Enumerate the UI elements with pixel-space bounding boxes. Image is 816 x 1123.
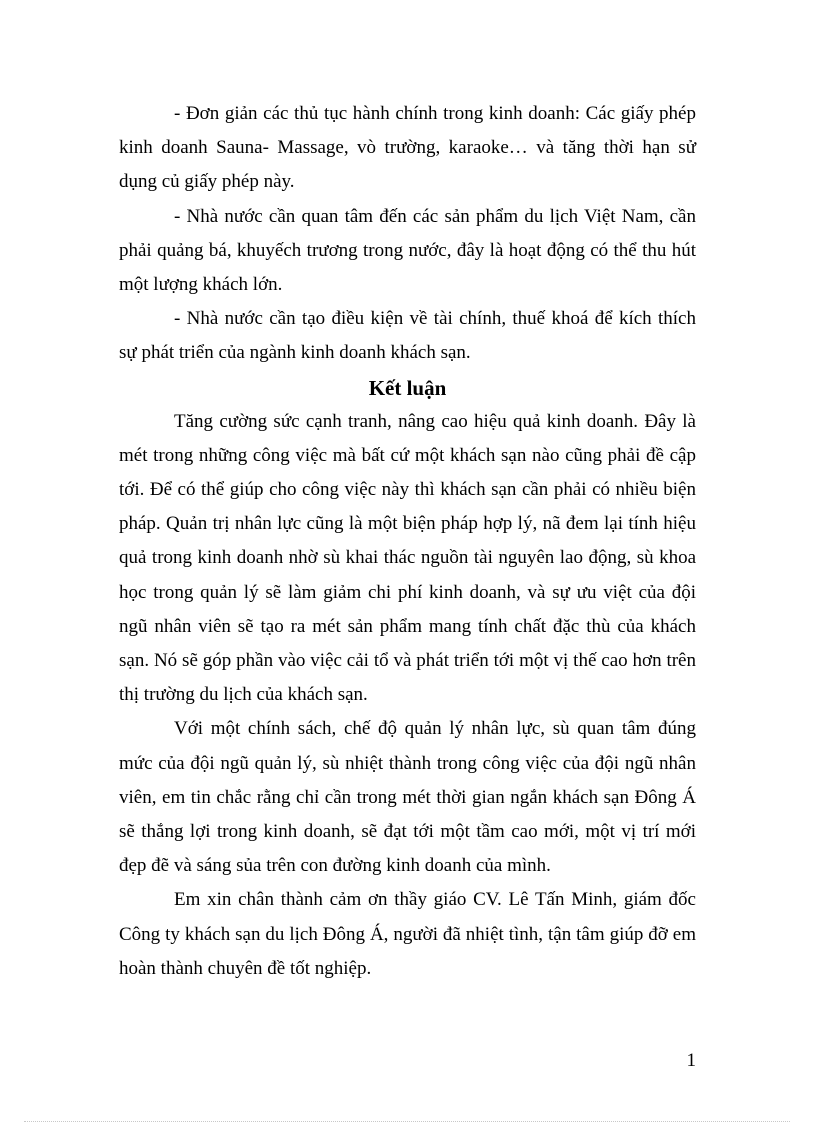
section-heading-conclusion: Kết luận (368, 375, 447, 400)
paragraph-finance-tax: - Nhà nước cần tạo điều kiện về tài chính, thuế khoá để kích thích sự phát triển của ngành kinh doanh khách sạn. (119, 308, 696, 364)
page-content (119, 97, 696, 986)
page-number: 1 (686, 1050, 696, 1071)
paragraph-conclusion-1: Tăng cường sức cạnh tranh, nâng cao hiệu quả kinh doanh. Đây là mét trong những công việc mà bất cứ một khách sạn nào cũng phải đề cập tới. Để có thể giúp cho công việc này thì khách sạn cần phải có nhiều biện pháp. Quản trị nhân lực cũng là một biện pháp hợp lý, nã đem lại tính hiệu quả trong kinh doanh nhờ sù khai thác nguồn tài nguyên lao động, sù khoa học trong quản lý sẽ làm giảm chi phí kinh doanh, và sự ưu việt của đội ngũ nhân viên sẽ tạo ra mét sản phẩm mang tính chất đặc thù của khách sạn. Nó sẽ góp phần vào việc cải tổ và phát triển tới một vị thế cao hơn trên thị trường du lịch của khách sạn. (119, 410, 696, 706)
paragraph-conclusion-2: Với một chính sách, chế độ quản lý nhân lực, sù quan tâm đúng mức của đội ngũ quản lý, sù nhiệt thành trong công việc của đội ngũ nhân viên, em tin chắc rằng chỉ cần trong mét thời gian ngắn khách sạn Đông Á sẽ thắng lợi trong kinh doanh, sẽ đạt tới một tầm cao mới, một vị trí mới đẹp đẽ và sáng sủa trên con đường kinh doanh của mình. (119, 718, 696, 877)
page-bottom-border (24, 1121, 790, 1122)
paragraph-admin-procedures: - Đơn giản các thủ tục hành chính trong kinh doanh: Các giấy phép kinh doanh Sauna- Massage, vò trường, karaoke… và tăng thời hạn sử dụng củ giấy phép này. (119, 103, 696, 193)
paragraph-tourism-products: - Nhà nước cần quan tâm đến các sản phẩm du lịch Việt Nam, cần phải quảng bá, khuyếch trương trong nước, đây là hoạt động có thể thu hút một lượng khách lớn. (119, 205, 696, 296)
paragraph-acknowledgement: Em xin chân thành cảm ơn thầy giáo CV. Lê Tấn Minh, giám đốc Công ty khách sạn du lịch Đông Á, người đã nhiệt tình, tận tâm giúp đỡ em hoàn thành chuyên đề tốt nghiệp. (119, 889, 696, 979)
